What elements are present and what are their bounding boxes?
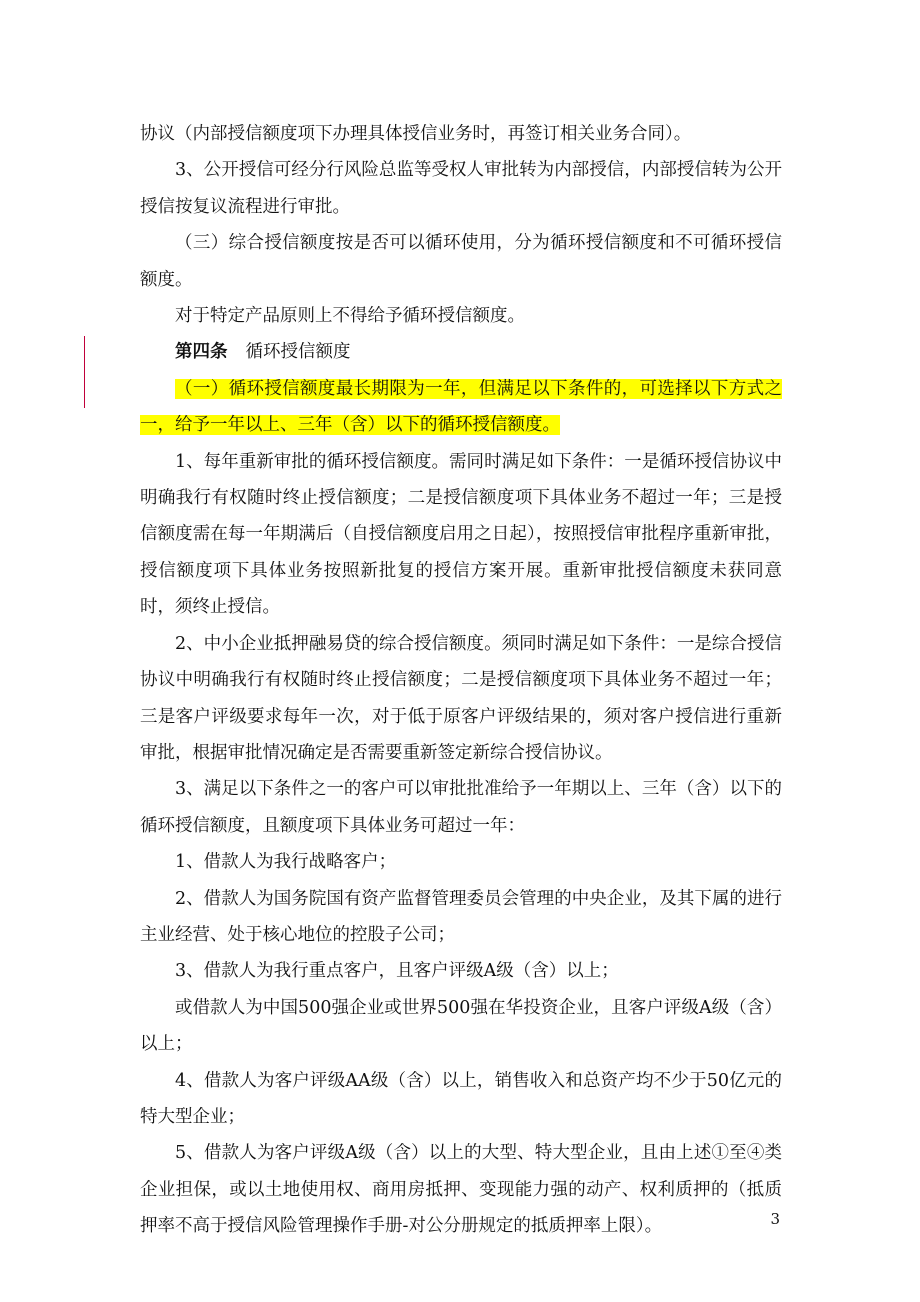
- paragraph-public-credit-conversion: 3、公开授信可经分行风险总监等受权人审批转为内部授信，内部授信转为公开授信按复议流程进行审批。: [140, 160, 782, 217]
- page-number: 3: [770, 1210, 780, 1228]
- document-body: [140, 116, 782, 1245]
- list-item-guaranteed-enterprise: 5、借款人为客户评级A级（含）以上的大型、特大型企业，且由上述①至④类企业担保，或以土地使用权、商用房抵押、变现能力强的动产、权利质押的（抵质押率不高于授信风险管理操作手册-对公分册规定的抵质押率上限）。: [140, 1143, 782, 1237]
- article-number: 第四条: [175, 342, 228, 363]
- list-item-aa-rated-large-enterprise: 4、借款人为客户评级AA级（含）以上，销售收入和总资产均不少于50亿元的特大型企业；: [140, 1070, 782, 1127]
- highlighted-text: （一）循环授信额度最长期限为一年，但满足以下条件的，可选择以下方式之一，给予一年以上、三年（含）以下的循环授信额度。: [140, 378, 782, 436]
- article-heading: [140, 334, 782, 370]
- paragraph-annual-review-credit: 1、每年重新审批的循环授信额度。需同时满足如下条件：一是循环授信协议中明确我行有权随时终止授信额度；二是授信额度项下具体业务不超过一年；三是授信额度需在每一年期满后（自授信额度启用之日起），按照授信审批程序重新审批，授信额度项下具体业务按照新批复的授信方案开展。重新审批授信额度未获同意时，须终止授信。: [140, 451, 782, 618]
- paragraph-credit-line-classification: （三）综合授信额度按是否可以循环使用，分为循环授信额度和不可循环授信额度。: [140, 233, 782, 290]
- list-item-key-customer: 3、借款人为我行重点客户，且客户评级A级（含）以上；: [175, 961, 619, 982]
- article-title: 循环授信额度: [245, 342, 351, 363]
- paragraph-specific-products: 对于特定产品原则上不得给予循环授信额度。: [175, 306, 525, 327]
- paragraph-eligible-customers: 3、满足以下条件之一的客户可以审批批准给予一年期以上、三年（含）以下的循环授信额度，且额度项下具体业务可超过一年：: [140, 779, 782, 836]
- list-item-central-enterprise: 2、借款人为国务院国有资产监督管理委员会管理的中央企业，及其下属的进行主业经营、处于核心地位的控股子公司；: [140, 888, 782, 945]
- highlighted-paragraph: [140, 371, 782, 444]
- paragraph-agreement-continuation: 协议（内部授信额度项下办理具体授信业务时，再签订相关业务合同）。: [140, 124, 692, 144]
- list-item-top-500-enterprise: 或借款人为中国500强企业或世界500强在华投资企业，且客户评级A级（含）以上；: [140, 997, 782, 1055]
- paragraph-sme-mortgage-credit: 2、中小企业抵押融易贷的综合授信额度。须同时满足如下条件：一是综合授信协议中明确我行有权随时终止授信额度；二是授信额度项下具体业务不超过一年；三是客户评级要求每年一次，对于低于原客户评级结果的，须对客户授信进行重新审批，根据审批情况确定是否需要重新签定新综合授信协议。: [140, 633, 782, 763]
- list-item-strategic-customer: 1、借款人为我行战略客户；: [175, 852, 397, 873]
- revision-change-bar: [84, 336, 85, 408]
